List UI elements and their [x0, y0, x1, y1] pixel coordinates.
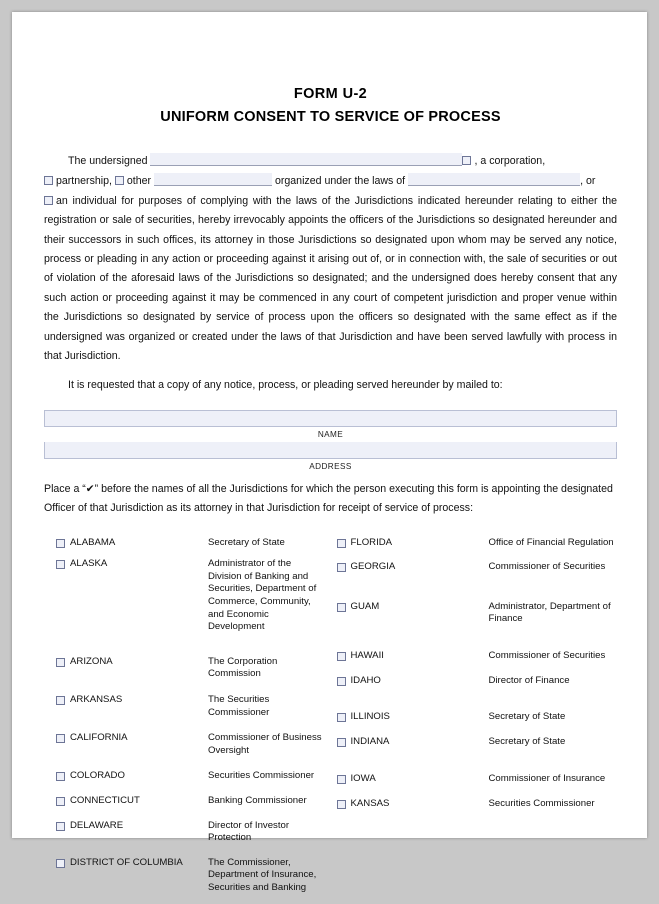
jurisdiction-row-alabama — [56, 537, 325, 550]
jurisdiction-state-hawaii[interactable] — [337, 650, 489, 663]
jurisdiction-column-right — [331, 537, 618, 904]
checkbox-icon[interactable] — [56, 539, 65, 548]
jurisdiction-row-california — [56, 732, 325, 757]
jurisdiction-state-arkansas[interactable] — [56, 694, 208, 707]
jurisdiction-state-label: GEORGIA — [350, 561, 396, 573]
checkbox-icon[interactable] — [337, 652, 346, 661]
checkbox-icon[interactable] — [337, 677, 346, 686]
label-other: other — [126, 175, 152, 188]
name-input[interactable] — [44, 410, 617, 427]
checkbox-icon[interactable] — [56, 658, 65, 667]
jurisdiction-row-connecticut — [56, 795, 325, 808]
jurisdiction-row-guam — [337, 601, 618, 626]
jurisdiction-column-left — [44, 537, 331, 904]
label-corporation: , a corporation, — [474, 155, 546, 167]
jurisdiction-state-label: CONNECTICUT — [70, 795, 140, 806]
service-address-block — [44, 410, 617, 474]
jurisdiction-state-california[interactable] — [56, 732, 208, 745]
jurisdiction-state-iowa[interactable] — [337, 773, 489, 786]
corporation-checkbox[interactable] — [462, 156, 471, 165]
jurisdiction-row-hawaii — [337, 650, 618, 663]
checkbox-icon[interactable] — [56, 797, 65, 806]
paragraph-entity-type — [44, 171, 617, 191]
label-partnership: partnership, — [56, 175, 112, 188]
copy-request-text: It is requested that a copy of any notice, process, or pleading served hereunder by mailed to: — [68, 379, 503, 392]
jurisdiction-agency-label: Office of Financial Regulation — [488, 536, 614, 548]
jurisdiction-agency-label: Commissioner of Securities — [488, 650, 606, 662]
jurisdiction-state-label: ALASKA — [70, 558, 108, 570]
consent-body — [44, 151, 617, 366]
jurisdiction-agency-label: Administrator of the Division of Banking and Securities, Department of Commerce, Community, and Economic Development — [208, 558, 317, 633]
checkbox-icon[interactable] — [337, 603, 346, 612]
paragraph-undersigned — [44, 151, 617, 171]
column-spacer — [56, 643, 325, 656]
jurisdiction-row-alaska — [56, 558, 325, 634]
jurisdiction-state-idaho[interactable] — [337, 675, 489, 688]
jurisdiction-state-connecticut[interactable] — [56, 795, 208, 808]
form-title-secondary: UNIFORM CONSENT TO SERVICE OF PROCESS — [160, 109, 501, 125]
jurisdiction-state-arizona[interactable] — [56, 656, 208, 669]
other-type-input[interactable] — [154, 173, 272, 186]
jurisdiction-agency-label: Director of Finance — [488, 674, 570, 686]
checkbox-icon[interactable] — [56, 696, 65, 705]
jurisdiction-agency-label: Securities Commissioner — [488, 798, 595, 810]
jurisdiction-row-district-of-columbia — [56, 857, 325, 895]
jurisdiction-agency-label: Administrator, Department of Finance — [488, 600, 611, 625]
jurisdiction-agency-label: Commissioner of Securities — [488, 561, 606, 573]
partnership-checkbox[interactable] — [44, 176, 53, 185]
checkbox-icon[interactable] — [337, 563, 346, 572]
title-block — [44, 86, 617, 125]
jurisdiction-agency-label: The Securities Commissioner — [208, 694, 270, 718]
form-title-primary: FORM U-2 — [293, 86, 368, 102]
jurisdiction-state-label: ALABAMA — [70, 536, 116, 548]
jurisdiction-row-kansas — [337, 798, 618, 811]
page-content — [44, 12, 617, 893]
jurisdiction-state-label: GUAM — [350, 600, 380, 612]
jurisdiction-state-guam[interactable] — [337, 601, 489, 614]
jurisdiction-state-georgia[interactable] — [337, 561, 489, 574]
jurisdiction-state-illinois[interactable] — [337, 711, 489, 724]
jurisdiction-state-label: ARKANSAS — [70, 694, 123, 706]
checkbox-icon[interactable] — [337, 539, 346, 548]
document-page — [12, 12, 647, 893]
jurisdiction-state-label: KANSAS — [350, 798, 390, 810]
jurisdiction-agency-label: Director of Investor Protection — [208, 819, 290, 844]
jurisdiction-row-idaho — [337, 675, 618, 688]
jurisdiction-state-label: IDAHO — [350, 674, 381, 686]
other-checkbox[interactable] — [115, 176, 124, 185]
jurisdiction-agency-label: Secretary of State — [488, 711, 566, 723]
jurisdiction-row-colorado — [56, 770, 325, 783]
jurisdiction-state-label: INDIANA — [350, 735, 390, 747]
entity-name-input[interactable] — [150, 153, 462, 166]
jurisdiction-state-label: HAWAII — [350, 650, 384, 662]
jurisdiction-state-florida[interactable] — [337, 537, 489, 550]
jurisdiction-agency-label: Commissioner of Insurance — [488, 773, 606, 785]
checkbox-icon[interactable] — [337, 738, 346, 747]
jurisdiction-instructions-line1: Place a “✔” before the names of all the Jurisdictions for which the person executing this form is appointing the designated — [44, 482, 613, 495]
address-caption: ADDRESS — [309, 461, 352, 471]
copy-request-paragraph — [44, 376, 617, 395]
jurisdiction-agency-label: Banking Commissioner — [208, 795, 307, 806]
jurisdiction-state-delaware[interactable] — [56, 820, 208, 833]
name-caption: NAME — [317, 429, 344, 439]
jurisdiction-agency-label: The Commissioner, Department of Insurance, Securities and Banking — [208, 856, 317, 893]
label-the-undersigned: The undersigned — [68, 155, 148, 167]
jurisdiction-table — [44, 537, 617, 904]
jurisdiction-agency-label: Securities Commissioner — [208, 770, 315, 782]
jurisdiction-row-indiana — [337, 736, 618, 749]
label-or: , or — [580, 175, 596, 188]
jurisdiction-state-alabama[interactable] — [56, 537, 208, 550]
checkbox-icon[interactable] — [56, 822, 65, 831]
jurisdiction-state-label: ILLINOIS — [350, 711, 390, 723]
checkbox-icon[interactable] — [337, 800, 346, 809]
jurisdiction-state-district-of-columbia[interactable] — [56, 857, 208, 870]
jurisdiction-state-label: DISTRICT OF COLUMBIA — [70, 856, 183, 868]
jurisdiction-row-georgia — [337, 561, 618, 574]
jurisdiction-state-colorado[interactable] — [56, 770, 208, 783]
jurisdiction-state-label: COLORADO — [70, 770, 125, 782]
jurisdiction-state-kansas[interactable] — [337, 798, 489, 811]
jurisdiction-row-florida — [337, 537, 618, 550]
checkbox-icon[interactable] — [56, 560, 65, 569]
jurisdiction-state-label: CALIFORNIA — [70, 732, 128, 744]
individual-checkbox[interactable] — [44, 196, 53, 205]
checkbox-icon[interactable] — [56, 734, 65, 743]
label-organized-under: organized under the laws of — [274, 175, 406, 188]
consent-main-text: an individual for purposes of complying with the laws of the Jurisdictions indicated hereunder relating to either the registration or sale of securities, hereby irrevocably appoints the officers of the Jurisdictions so designated hereunder and their successors in such offices, its attorney in those Jurisdictions so designated upon whom may be served any notice, process or pleading in any action or proceeding against it arising out of, or in connection with, the sale of securities or out of violation of the aforesaid laws of the Jurisdictions so designated; and the undersigned does hereby consent that any such action or proceeding against it may be commenced in any court of competent jurisdiction and proper venue within the Jurisdictions so designated by service of process upon the officers so designated with the same effect as if the undersigned was organized or created under the laws of that Jurisdiction and have been served lawfully with process in that Jurisdiction. — [44, 194, 617, 363]
jurisdiction-row-arkansas — [56, 694, 325, 719]
jurisdiction-row-illinois — [337, 711, 618, 724]
checkbox-icon[interactable] — [337, 775, 346, 784]
jurisdiction-row-iowa — [337, 773, 618, 786]
laws-of-input[interactable] — [408, 173, 580, 186]
jurisdiction-row-arizona — [56, 656, 325, 681]
jurisdiction-instructions-line2: Officer of that Jurisdiction as its attorney in that Jurisdiction for receipt of service of process: — [44, 502, 474, 515]
jurisdiction-state-label: DELAWARE — [70, 819, 124, 831]
jurisdiction-row-delaware — [56, 820, 325, 845]
jurisdiction-instructions — [44, 480, 617, 519]
jurisdiction-state-label: FLORIDA — [350, 536, 393, 548]
jurisdiction-agency-label: Commissioner of Business Oversight — [208, 732, 322, 756]
address-input[interactable] — [44, 442, 617, 459]
checkbox-icon[interactable] — [56, 859, 65, 868]
jurisdiction-agency-label: The Corporation Commission — [208, 655, 278, 680]
jurisdiction-state-label: IOWA — [350, 773, 376, 785]
jurisdiction-agency-label: Secretary of State — [488, 735, 566, 747]
jurisdiction-state-label: ARIZONA — [70, 655, 113, 667]
checkbox-icon[interactable] — [337, 713, 346, 722]
jurisdiction-state-alaska[interactable] — [56, 558, 208, 571]
jurisdiction-agency-label: Secretary of State — [208, 536, 285, 548]
paragraph-individual — [44, 192, 617, 367]
checkbox-icon[interactable] — [56, 772, 65, 781]
jurisdiction-state-indiana[interactable] — [337, 736, 489, 749]
